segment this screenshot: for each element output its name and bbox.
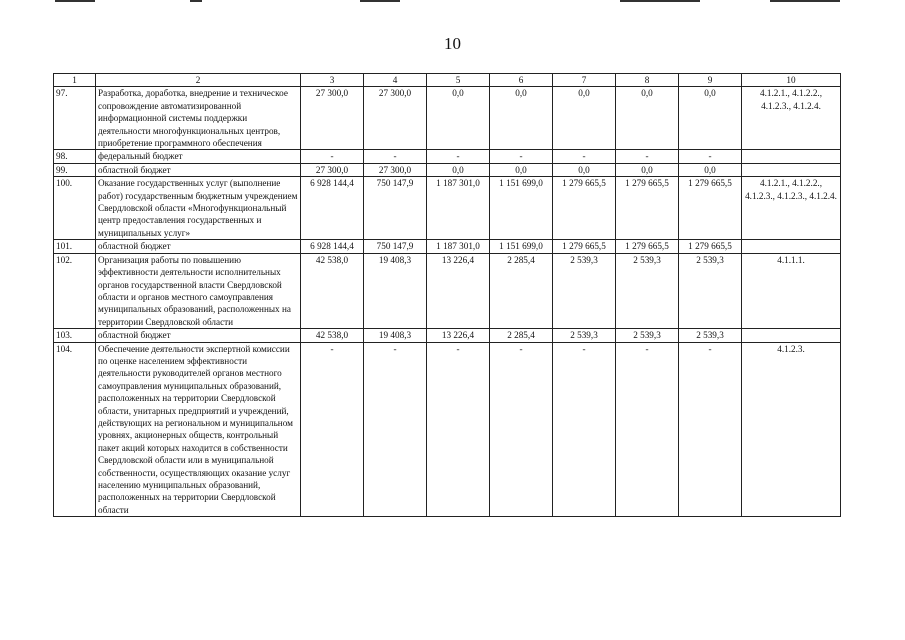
value-cell: 750 147,9	[364, 240, 427, 253]
table-row	[54, 253, 841, 328]
value-cell: -	[427, 150, 490, 163]
table-row	[54, 150, 841, 163]
row-name-cell: федеральный бюджет	[96, 150, 301, 163]
value-cell: 0,0	[679, 87, 742, 150]
value-cell: 0,0	[427, 87, 490, 150]
value-cell: -	[427, 342, 490, 517]
target-indicator-cell: 4.1.1.1.	[742, 253, 841, 328]
value-cell: 2 539,3	[553, 329, 616, 342]
target-indicator-cell	[742, 240, 841, 253]
value-cell: 2 539,3	[616, 253, 679, 328]
target-indicator-cell: 4.1.2.1., 4.1.2.2., 4.1.2.3., 4.1.2.3., 4.1.2.4.	[742, 177, 841, 240]
row-name-cell: Оказание государственных услуг (выполнение работ) государственным бюджетным учреждением Свердловской области «Многофункциональный центр предоставления государственных и муниципальных услуг»	[96, 177, 301, 240]
value-cell: 0,0	[553, 163, 616, 176]
target-indicator-cell: 4.1.2.1., 4.1.2.2., 4.1.2.3., 4.1.2.4.	[742, 87, 841, 150]
value-cell: 1 279 665,5	[553, 240, 616, 253]
row-number-cell: 97.	[54, 87, 96, 150]
row-number-cell: 98.	[54, 150, 96, 163]
value-cell: 2 285,4	[490, 253, 553, 328]
value-cell: 6 928 144,4	[301, 240, 364, 253]
table-row	[54, 329, 841, 342]
row-number-cell: 102.	[54, 253, 96, 328]
value-cell: 750 147,9	[364, 177, 427, 240]
value-cell: -	[553, 342, 616, 517]
value-cell: 1 187 301,0	[427, 177, 490, 240]
value-cell: 0,0	[553, 87, 616, 150]
target-indicator-cell	[742, 163, 841, 176]
value-cell: 2 539,3	[553, 253, 616, 328]
value-cell: 6 928 144,4	[301, 177, 364, 240]
column-header: 1	[54, 74, 96, 87]
value-cell: 0,0	[679, 163, 742, 176]
value-cell: 1 279 665,5	[679, 177, 742, 240]
value-cell: -	[490, 342, 553, 517]
column-header: 2	[96, 74, 301, 87]
column-header: 6	[490, 74, 553, 87]
scan-mark	[55, 0, 95, 2]
row-number-cell: 99.	[54, 163, 96, 176]
value-cell: 42 538,0	[301, 253, 364, 328]
value-cell: 1 279 665,5	[616, 240, 679, 253]
table-row	[54, 240, 841, 253]
target-indicator-cell: 4.1.2.3.	[742, 342, 841, 517]
value-cell: 2 539,3	[679, 329, 742, 342]
value-cell: -	[301, 342, 364, 517]
value-cell: 0,0	[616, 163, 679, 176]
value-cell: 42 538,0	[301, 329, 364, 342]
table-row	[54, 177, 841, 240]
value-cell: -	[364, 342, 427, 517]
scan-mark	[190, 0, 202, 2]
target-indicator-cell	[742, 150, 841, 163]
column-header: 4	[364, 74, 427, 87]
column-header: 3	[301, 74, 364, 87]
value-cell: 19 408,3	[364, 329, 427, 342]
row-name-cell: областной бюджет	[96, 163, 301, 176]
row-name-cell: Обеспечение деятельности экспертной комиссии по оценке населением эффективности деятельности руководителей органов местного самоуправления муниципальных образований, расположенных на территории Свердловской области, унитарных предприятий и учреждений, действующих на региональном и муниципальном уровнях, акционерных обществ, контрольный пакет акций которых находится в собственности Свердловской области или в муниципальной собственности, осуществляющих оказание услуг населению муниципальных образований, расположенных на территории Свердловской области	[96, 342, 301, 517]
page-number: 10	[444, 34, 461, 53]
column-header: 8	[616, 74, 679, 87]
value-cell: 27 300,0	[301, 87, 364, 150]
value-cell: 13 226,4	[427, 253, 490, 328]
value-cell: 1 279 665,5	[553, 177, 616, 240]
row-name-cell: областной бюджет	[96, 240, 301, 253]
value-cell: 27 300,0	[364, 87, 427, 150]
value-cell: 1 151 699,0	[490, 177, 553, 240]
table-row	[54, 87, 841, 150]
table-row	[54, 163, 841, 176]
scan-mark	[620, 0, 700, 2]
scan-mark	[360, 0, 400, 2]
value-cell: 2 539,3	[679, 253, 742, 328]
data-table	[53, 73, 841, 517]
value-cell: -	[679, 342, 742, 517]
row-name-cell: областной бюджет	[96, 329, 301, 342]
row-number-cell: 104.	[54, 342, 96, 517]
value-cell: 27 300,0	[364, 163, 427, 176]
column-header: 9	[679, 74, 742, 87]
table-row	[54, 342, 841, 517]
value-cell: -	[364, 150, 427, 163]
value-cell: 0,0	[490, 87, 553, 150]
row-number-cell: 103.	[54, 329, 96, 342]
value-cell: 1 279 665,5	[616, 177, 679, 240]
column-header: 10	[742, 74, 841, 87]
value-cell: 19 408,3	[364, 253, 427, 328]
value-cell: 0,0	[427, 163, 490, 176]
value-cell: 1 279 665,5	[679, 240, 742, 253]
value-cell: 27 300,0	[301, 163, 364, 176]
value-cell: -	[616, 342, 679, 517]
column-header: 5	[427, 74, 490, 87]
scan-mark	[770, 0, 840, 2]
row-number-cell: 101.	[54, 240, 96, 253]
header-row	[54, 74, 841, 87]
value-cell: -	[490, 150, 553, 163]
value-cell: 0,0	[490, 163, 553, 176]
value-cell: 2 285,4	[490, 329, 553, 342]
value-cell: 1 151 699,0	[490, 240, 553, 253]
value-cell: -	[553, 150, 616, 163]
column-header: 7	[553, 74, 616, 87]
row-name-cell: Разработка, доработка, внедрение и техническое сопровождение автоматизированной информационной системы поддержки деятельности многофункциональных центров, приобретение программного обеспечения	[96, 87, 301, 150]
value-cell: -	[679, 150, 742, 163]
value-cell: 1 187 301,0	[427, 240, 490, 253]
row-number-cell: 100.	[54, 177, 96, 240]
value-cell: 0,0	[616, 87, 679, 150]
value-cell: 13 226,4	[427, 329, 490, 342]
value-cell: -	[301, 150, 364, 163]
value-cell: 2 539,3	[616, 329, 679, 342]
value-cell: -	[616, 150, 679, 163]
target-indicator-cell	[742, 329, 841, 342]
row-name-cell: Организация работы по повышению эффективности деятельности исполнительных органов государственной власти Свердловской области и органов местного самоуправления муниципальных образований, расположенных на территории Свердловской области	[96, 253, 301, 328]
